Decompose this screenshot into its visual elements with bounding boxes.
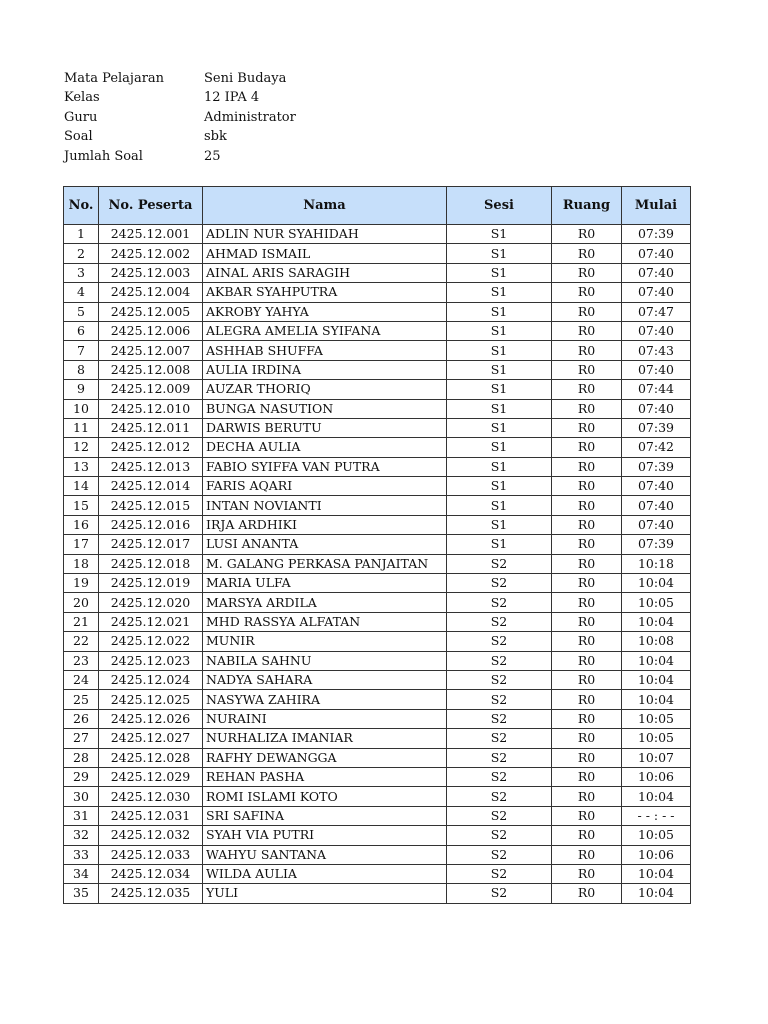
cell-no: 23 xyxy=(64,651,99,670)
exam-info xyxy=(64,69,296,166)
cell-participant-number: 2425.12.020 xyxy=(99,593,203,612)
cell-session: S1 xyxy=(447,380,552,399)
cell-no: 29 xyxy=(64,767,99,786)
cell-no: 13 xyxy=(64,457,99,476)
info-label: Guru xyxy=(64,109,98,125)
cell-room: R0 xyxy=(552,283,622,302)
cell-session: S1 xyxy=(447,418,552,437)
cell-session: S1 xyxy=(447,321,552,340)
cell-name: LUSI ANANTA xyxy=(203,535,447,554)
table-row xyxy=(64,554,691,573)
cell-start: 10:05 xyxy=(622,729,691,748)
cell-room: R0 xyxy=(552,845,622,864)
table-row xyxy=(64,302,691,321)
cell-start: 07:40 xyxy=(622,515,691,534)
cell-participant-number: 2425.12.009 xyxy=(99,380,203,399)
cell-session: S2 xyxy=(447,593,552,612)
cell-no: 26 xyxy=(64,709,99,728)
cell-room: R0 xyxy=(552,477,622,496)
cell-participant-number: 2425.12.013 xyxy=(99,457,203,476)
cell-room: R0 xyxy=(552,225,622,244)
cell-session: S2 xyxy=(447,690,552,709)
cell-room: R0 xyxy=(552,418,622,437)
table-row xyxy=(64,263,691,282)
cell-start: 10:04 xyxy=(622,690,691,709)
info-row-class xyxy=(64,88,296,107)
cell-no: 20 xyxy=(64,593,99,612)
cell-no: 5 xyxy=(64,302,99,321)
cell-participant-number: 2425.12.015 xyxy=(99,496,203,515)
participant-table xyxy=(63,186,691,904)
cell-room: R0 xyxy=(552,244,622,263)
cell-participant-number: 2425.12.033 xyxy=(99,845,203,864)
cell-no: 25 xyxy=(64,690,99,709)
cell-participant-number: 2425.12.014 xyxy=(99,477,203,496)
info-label: Soal xyxy=(64,129,93,145)
table-row xyxy=(64,225,691,244)
table-header-row xyxy=(64,187,691,225)
cell-room: R0 xyxy=(552,632,622,651)
info-value: Administrator xyxy=(204,109,296,125)
cell-start: 07:40 xyxy=(622,399,691,418)
cell-name: MARSYA ARDILA xyxy=(203,593,447,612)
cell-room: R0 xyxy=(552,496,622,515)
cell-start: 07:39 xyxy=(622,418,691,437)
cell-participant-number: 2425.12.005 xyxy=(99,302,203,321)
table-row xyxy=(64,341,691,360)
cell-no: 31 xyxy=(64,806,99,825)
cell-start: 07:43 xyxy=(622,341,691,360)
info-row-subject xyxy=(64,69,296,88)
cell-name: M. GALANG PERKASA PANJAITAN xyxy=(203,554,447,573)
table-row xyxy=(64,864,691,883)
table-row xyxy=(64,748,691,767)
cell-name: NURAINI xyxy=(203,709,447,728)
cell-no: 15 xyxy=(64,496,99,515)
cell-name: MHD RASSYA ALFATAN xyxy=(203,612,447,631)
cell-no: 16 xyxy=(64,515,99,534)
cell-session: S1 xyxy=(447,535,552,554)
cell-start: 10:18 xyxy=(622,554,691,573)
cell-name: SRI SAFINA xyxy=(203,806,447,825)
table-row xyxy=(64,709,691,728)
cell-participant-number: 2425.12.029 xyxy=(99,767,203,786)
cell-room: R0 xyxy=(552,612,622,631)
cell-session: S2 xyxy=(447,748,552,767)
info-row-teacher xyxy=(64,108,296,127)
cell-room: R0 xyxy=(552,263,622,282)
cell-name: AKBAR SYAHPUTRA xyxy=(203,283,447,302)
info-row-question-count xyxy=(64,147,296,166)
cell-start: 10:07 xyxy=(622,748,691,767)
cell-room: R0 xyxy=(552,651,622,670)
cell-room: R0 xyxy=(552,535,622,554)
cell-start: - - : - - xyxy=(622,806,691,825)
cell-session: S2 xyxy=(447,670,552,689)
cell-no: 14 xyxy=(64,477,99,496)
cell-participant-number: 2425.12.035 xyxy=(99,884,203,903)
table-row xyxy=(64,884,691,903)
cell-start: 07:47 xyxy=(622,302,691,321)
cell-start: 10:05 xyxy=(622,826,691,845)
cell-room: R0 xyxy=(552,321,622,340)
cell-room: R0 xyxy=(552,670,622,689)
cell-no: 3 xyxy=(64,263,99,282)
cell-name: WILDA AULIA xyxy=(203,864,447,883)
cell-room: R0 xyxy=(552,787,622,806)
table-row xyxy=(64,632,691,651)
cell-no: 17 xyxy=(64,535,99,554)
cell-room: R0 xyxy=(552,360,622,379)
cell-no: 7 xyxy=(64,341,99,360)
cell-no: 2 xyxy=(64,244,99,263)
cell-participant-number: 2425.12.006 xyxy=(99,321,203,340)
cell-start: 07:40 xyxy=(622,244,691,263)
cell-name: FABIO SYIFFA VAN PUTRA xyxy=(203,457,447,476)
cell-participant-number: 2425.12.031 xyxy=(99,806,203,825)
cell-no: 6 xyxy=(64,321,99,340)
cell-session: S1 xyxy=(447,515,552,534)
cell-room: R0 xyxy=(552,729,622,748)
table-row xyxy=(64,535,691,554)
cell-name: NABILA SAHNU xyxy=(203,651,447,670)
cell-room: R0 xyxy=(552,767,622,786)
table-row xyxy=(64,651,691,670)
cell-session: S1 xyxy=(447,399,552,418)
cell-session: S1 xyxy=(447,477,552,496)
cell-session: S2 xyxy=(447,864,552,883)
table-row xyxy=(64,806,691,825)
info-value: 25 xyxy=(204,148,221,164)
cell-room: R0 xyxy=(552,515,622,534)
table-row xyxy=(64,767,691,786)
cell-no: 11 xyxy=(64,418,99,437)
cell-session: S2 xyxy=(447,729,552,748)
cell-name: AHMAD ISMAIL xyxy=(203,244,447,263)
cell-start: 10:04 xyxy=(622,670,691,689)
cell-participant-number: 2425.12.011 xyxy=(99,418,203,437)
table-row xyxy=(64,574,691,593)
cell-start: 07:44 xyxy=(622,380,691,399)
cell-name: DECHA AULIA xyxy=(203,438,447,457)
cell-session: S2 xyxy=(447,709,552,728)
column-header-start: Mulai xyxy=(622,187,691,225)
cell-no: 32 xyxy=(64,826,99,845)
cell-start: 10:04 xyxy=(622,574,691,593)
info-value: Seni Budaya xyxy=(204,71,287,86)
cell-start: 10:05 xyxy=(622,593,691,612)
cell-start: 07:40 xyxy=(622,360,691,379)
cell-start: 07:39 xyxy=(622,535,691,554)
cell-name: AULIA IRDINA xyxy=(203,360,447,379)
table-row xyxy=(64,787,691,806)
cell-name: REHAN PASHA xyxy=(203,767,447,786)
cell-room: R0 xyxy=(552,748,622,767)
cell-participant-number: 2425.12.032 xyxy=(99,826,203,845)
cell-name: SYAH VIA PUTRI xyxy=(203,826,447,845)
cell-participant-number: 2425.12.027 xyxy=(99,729,203,748)
cell-start: 07:40 xyxy=(622,263,691,282)
cell-start: 07:40 xyxy=(622,283,691,302)
cell-room: R0 xyxy=(552,690,622,709)
cell-name: DARWIS BERUTU xyxy=(203,418,447,437)
cell-participant-number: 2425.12.002 xyxy=(99,244,203,263)
column-header-room: Ruang xyxy=(552,187,622,225)
cell-room: R0 xyxy=(552,302,622,321)
cell-participant-number: 2425.12.003 xyxy=(99,263,203,282)
table-row xyxy=(64,360,691,379)
cell-session: S1 xyxy=(447,244,552,263)
cell-session: S2 xyxy=(447,845,552,864)
cell-room: R0 xyxy=(552,864,622,883)
cell-name: FARIS AQARI xyxy=(203,477,447,496)
table-row xyxy=(64,380,691,399)
cell-participant-number: 2425.12.021 xyxy=(99,612,203,631)
cell-room: R0 xyxy=(552,457,622,476)
cell-start: 07:39 xyxy=(622,225,691,244)
cell-no: 28 xyxy=(64,748,99,767)
cell-participant-number: 2425.12.024 xyxy=(99,670,203,689)
cell-participant-number: 2425.12.004 xyxy=(99,283,203,302)
cell-session: S1 xyxy=(447,263,552,282)
cell-start: 10:04 xyxy=(622,864,691,883)
cell-no: 8 xyxy=(64,360,99,379)
cell-name: WAHYU SANTANA xyxy=(203,845,447,864)
column-header-no: No. xyxy=(64,187,99,225)
cell-session: S2 xyxy=(447,651,552,670)
cell-no: 18 xyxy=(64,554,99,573)
cell-participant-number: 2425.12.022 xyxy=(99,632,203,651)
cell-participant-number: 2425.12.018 xyxy=(99,554,203,573)
cell-name: MUNIR xyxy=(203,632,447,651)
column-header-name: Nama xyxy=(203,187,447,225)
cell-no: 10 xyxy=(64,399,99,418)
cell-no: 30 xyxy=(64,787,99,806)
cell-participant-number: 2425.12.007 xyxy=(99,341,203,360)
cell-participant-number: 2425.12.008 xyxy=(99,360,203,379)
info-value: sbk xyxy=(204,129,227,145)
cell-room: R0 xyxy=(552,341,622,360)
cell-session: S2 xyxy=(447,787,552,806)
cell-session: S1 xyxy=(447,457,552,476)
column-header-session: Sesi xyxy=(447,187,552,225)
cell-no: 24 xyxy=(64,670,99,689)
cell-participant-number: 2425.12.025 xyxy=(99,690,203,709)
cell-start: 07:40 xyxy=(622,321,691,340)
cell-no: 4 xyxy=(64,283,99,302)
cell-no: 1 xyxy=(64,225,99,244)
cell-session: S1 xyxy=(447,496,552,515)
cell-name: NADYA SAHARA xyxy=(203,670,447,689)
table-row xyxy=(64,399,691,418)
cell-no: 21 xyxy=(64,612,99,631)
cell-name: YULI xyxy=(203,884,447,903)
table-row xyxy=(64,826,691,845)
cell-session: S2 xyxy=(447,806,552,825)
table-row xyxy=(64,457,691,476)
info-row-question-set xyxy=(64,127,296,146)
cell-session: S1 xyxy=(447,438,552,457)
cell-name: AINAL ARIS SARAGIH xyxy=(203,263,447,282)
cell-name: INTAN NOVIANTI xyxy=(203,496,447,515)
cell-start: 07:40 xyxy=(622,496,691,515)
cell-name: ROMI ISLAMI KOTO xyxy=(203,787,447,806)
cell-session: S1 xyxy=(447,302,552,321)
cell-start: 10:05 xyxy=(622,709,691,728)
table-row xyxy=(64,438,691,457)
cell-start: 07:40 xyxy=(622,477,691,496)
cell-participant-number: 2425.12.023 xyxy=(99,651,203,670)
cell-name: RAFHY DEWANGGA xyxy=(203,748,447,767)
cell-no: 19 xyxy=(64,574,99,593)
table-body xyxy=(64,225,691,904)
table-row xyxy=(64,515,691,534)
cell-participant-number: 2425.12.016 xyxy=(99,515,203,534)
cell-name: NASYWA ZAHIRA xyxy=(203,690,447,709)
cell-session: S2 xyxy=(447,612,552,631)
cell-participant-number: 2425.12.001 xyxy=(99,225,203,244)
table-row xyxy=(64,845,691,864)
cell-name: ADLIN NUR SYAHIDAH xyxy=(203,225,447,244)
cell-participant-number: 2425.12.017 xyxy=(99,535,203,554)
cell-name: ASHHAB SHUFFA xyxy=(203,341,447,360)
cell-session: S2 xyxy=(447,884,552,903)
cell-session: S2 xyxy=(447,632,552,651)
cell-no: 22 xyxy=(64,632,99,651)
cell-name: NURHALIZA IMANIAR xyxy=(203,729,447,748)
table-row xyxy=(64,496,691,515)
cell-room: R0 xyxy=(552,554,622,573)
cell-session: S1 xyxy=(447,283,552,302)
table-row xyxy=(64,283,691,302)
cell-start: 10:06 xyxy=(622,845,691,864)
cell-name: ALEGRA AMELIA SYIFANA xyxy=(203,321,447,340)
cell-room: R0 xyxy=(552,806,622,825)
info-value: 12 IPA 4 xyxy=(204,90,260,106)
table-row xyxy=(64,321,691,340)
info-label: Jumlah Soal xyxy=(64,148,143,164)
cell-room: R0 xyxy=(552,399,622,418)
cell-session: S2 xyxy=(447,826,552,845)
info-label: Mata Pelajaran xyxy=(64,71,165,86)
table-row xyxy=(64,729,691,748)
cell-session: S2 xyxy=(447,574,552,593)
cell-participant-number: 2425.12.034 xyxy=(99,864,203,883)
table-row xyxy=(64,593,691,612)
cell-start: 10:04 xyxy=(622,612,691,631)
cell-participant-number: 2425.12.019 xyxy=(99,574,203,593)
cell-name: BUNGA NASUTION xyxy=(203,399,447,418)
cell-name: IRJA ARDHIKI xyxy=(203,515,447,534)
info-label: Kelas xyxy=(64,90,100,106)
cell-room: R0 xyxy=(552,709,622,728)
cell-participant-number: 2425.12.030 xyxy=(99,787,203,806)
cell-room: R0 xyxy=(552,574,622,593)
cell-no: 35 xyxy=(64,884,99,903)
cell-name: AUZAR THORIQ xyxy=(203,380,447,399)
cell-participant-number: 2425.12.026 xyxy=(99,709,203,728)
table-row xyxy=(64,670,691,689)
cell-room: R0 xyxy=(552,438,622,457)
cell-name: MARIA ULFA xyxy=(203,574,447,593)
table-row xyxy=(64,418,691,437)
cell-start: 10:04 xyxy=(622,651,691,670)
cell-no: 33 xyxy=(64,845,99,864)
cell-start: 07:42 xyxy=(622,438,691,457)
cell-name: AKROBY YAHYA xyxy=(203,302,447,321)
cell-session: S1 xyxy=(447,360,552,379)
cell-participant-number: 2425.12.028 xyxy=(99,748,203,767)
cell-no: 12 xyxy=(64,438,99,457)
cell-session: S2 xyxy=(447,554,552,573)
table-row xyxy=(64,690,691,709)
cell-participant-number: 2425.12.012 xyxy=(99,438,203,457)
table-row xyxy=(64,244,691,263)
cell-room: R0 xyxy=(552,593,622,612)
cell-session: S1 xyxy=(447,341,552,360)
cell-start: 10:04 xyxy=(622,884,691,903)
cell-start: 10:06 xyxy=(622,767,691,786)
cell-no: 27 xyxy=(64,729,99,748)
cell-session: S2 xyxy=(447,767,552,786)
cell-start: 10:04 xyxy=(622,787,691,806)
cell-no: 9 xyxy=(64,380,99,399)
cell-start: 10:08 xyxy=(622,632,691,651)
cell-room: R0 xyxy=(552,884,622,903)
table-row xyxy=(64,612,691,631)
cell-room: R0 xyxy=(552,826,622,845)
column-header-participant-number: No. Peserta xyxy=(99,187,203,225)
cell-participant-number: 2425.12.010 xyxy=(99,399,203,418)
cell-room: R0 xyxy=(552,380,622,399)
cell-no: 34 xyxy=(64,864,99,883)
cell-start: 07:39 xyxy=(622,457,691,476)
cell-session: S1 xyxy=(447,225,552,244)
table-row xyxy=(64,477,691,496)
